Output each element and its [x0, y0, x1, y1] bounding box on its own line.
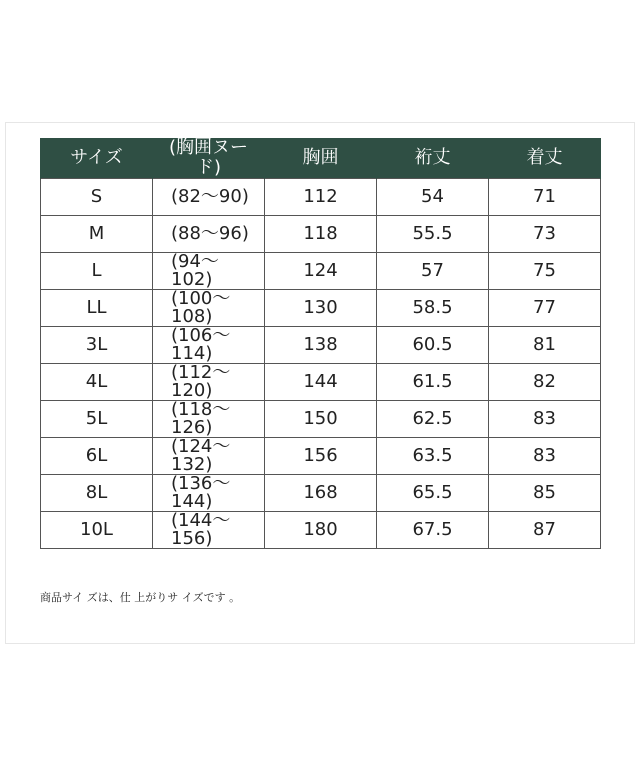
cell-body-length: 77: [489, 290, 601, 327]
header-chest-nude: (胸囲ヌード): [153, 138, 265, 179]
cell-chest-nude: (136〜144): [153, 475, 265, 512]
cell-sleeve-length: 65.5: [377, 475, 489, 512]
cell-body-length: 71: [489, 179, 601, 216]
cell-chest-nude: (94〜102): [153, 253, 265, 290]
cell-chest-nude: (106〜114): [153, 327, 265, 364]
cell-sleeve-length: 62.5: [377, 401, 489, 438]
cell-size: M: [41, 216, 153, 253]
table-row: [41, 364, 601, 401]
cell-chest-nude: (118〜126): [153, 401, 265, 438]
cell-chest: 168: [265, 475, 377, 512]
cell-chest: 144: [265, 364, 377, 401]
cell-size: LL: [41, 290, 153, 327]
cell-body-length: 73: [489, 216, 601, 253]
cell-chest: 118: [265, 216, 377, 253]
cell-size: L: [41, 253, 153, 290]
header-body-length: 着丈: [489, 138, 601, 179]
table-row: [41, 290, 601, 327]
header-size: サイズ: [41, 138, 153, 179]
cell-sleeve-length: 67.5: [377, 512, 489, 549]
size-table: [40, 138, 601, 549]
cell-body-length: 83: [489, 401, 601, 438]
cell-size: 6L: [41, 438, 153, 475]
cell-sleeve-length: 63.5: [377, 438, 489, 475]
cell-sleeve-length: 57: [377, 253, 489, 290]
table-row: [41, 438, 601, 475]
cell-size: S: [41, 179, 153, 216]
table-header-row: [41, 138, 601, 179]
cell-chest-nude: (144〜156): [153, 512, 265, 549]
cell-size: 10L: [41, 512, 153, 549]
table-row: [41, 216, 601, 253]
cell-chest: 112: [265, 179, 377, 216]
size-note: 商品サイ ズは、仕 上がりサ イズです 。: [40, 591, 241, 604]
cell-sleeve-length: 61.5: [377, 364, 489, 401]
cell-sleeve-length: 60.5: [377, 327, 489, 364]
cell-chest: 156: [265, 438, 377, 475]
cell-body-length: 87: [489, 512, 601, 549]
cell-chest-nude: (88〜96): [153, 216, 265, 253]
cell-body-length: 85: [489, 475, 601, 512]
header-chest: 胸囲: [265, 138, 377, 179]
cell-chest-nude: (82〜90): [153, 179, 265, 216]
cell-chest: 124: [265, 253, 377, 290]
table-row: [41, 327, 601, 364]
cell-chest-nude: (124〜132): [153, 438, 265, 475]
cell-sleeve-length: 58.5: [377, 290, 489, 327]
cell-body-length: 75: [489, 253, 601, 290]
cell-sleeve-length: 54: [377, 179, 489, 216]
table-row: [41, 475, 601, 512]
cell-body-length: 81: [489, 327, 601, 364]
cell-sleeve-length: 55.5: [377, 216, 489, 253]
cell-chest-nude: (100〜108): [153, 290, 265, 327]
cell-chest: 130: [265, 290, 377, 327]
cell-size: 3L: [41, 327, 153, 364]
table-row: [41, 512, 601, 549]
cell-chest: 180: [265, 512, 377, 549]
cell-chest-nude: (112〜120): [153, 364, 265, 401]
cell-body-length: 82: [489, 364, 601, 401]
table-row: [41, 179, 601, 216]
table-row: [41, 401, 601, 438]
cell-size: 8L: [41, 475, 153, 512]
cell-chest: 138: [265, 327, 377, 364]
cell-chest: 150: [265, 401, 377, 438]
table-row: [41, 253, 601, 290]
header-sleeve-length: 裄丈: [377, 138, 489, 179]
cell-size: 5L: [41, 401, 153, 438]
cell-body-length: 83: [489, 438, 601, 475]
cell-size: 4L: [41, 364, 153, 401]
